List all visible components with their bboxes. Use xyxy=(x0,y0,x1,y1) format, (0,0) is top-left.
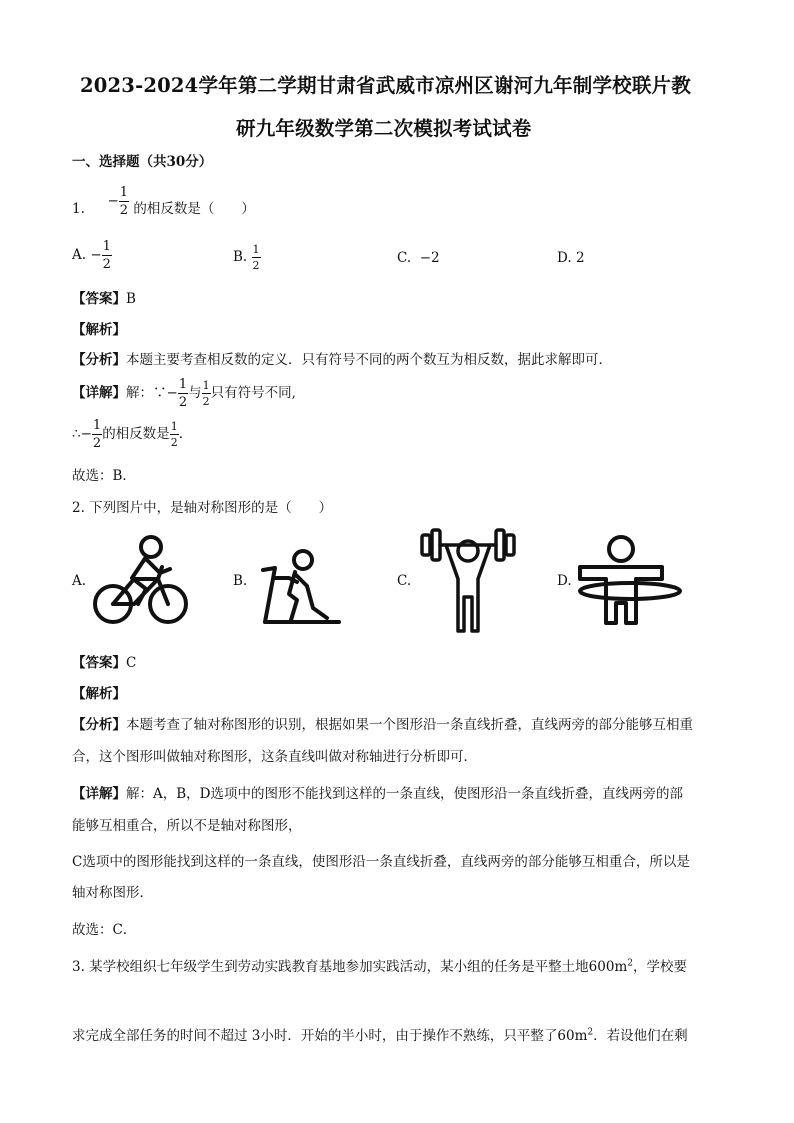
minus-sign: − xyxy=(107,193,119,209)
option-d[interactable]: D. 2 xyxy=(557,250,585,266)
option-a-label[interactable]: A. xyxy=(72,573,87,589)
option-c[interactable]: C. −2 xyxy=(397,250,440,266)
cyclist-icon[interactable] xyxy=(90,533,192,629)
question-1-stem xyxy=(72,186,255,217)
detail-line-2: 能够互相重合，所以不是轴对称图形， xyxy=(72,818,302,834)
analysis-line: 【分析】本题主要考查相反数的定义．只有符号不同的两个数互为相反数，据此求解即可． xyxy=(72,352,612,368)
jiexi-label: 【解析】 xyxy=(72,686,126,702)
option-d-label[interactable]: D. xyxy=(557,573,572,589)
option-b-label[interactable]: B. xyxy=(233,573,248,589)
choice-line: 故选：C． xyxy=(72,922,137,938)
question-2-stem: 2. 下列图片中，是轴对称图形的是（ ） xyxy=(72,500,333,516)
detail-line-4: 轴对称图形． xyxy=(72,885,153,901)
detail-line-1: 【详解】解：A，B，D选项中的图形不能找到这样的一条直线，使图形沿一条直线折叠，直线两旁的部 xyxy=(72,786,683,802)
question-3-line-1: 3. 某学校组织七年级学生到劳动实践教育基地参加实践活动，某小组的任务是平整土地$600m^2$，学校要 xyxy=(72,958,687,975)
answer-line: 【答案】C xyxy=(72,655,137,671)
detail-line: 【详解】解：∵− $\frac{1}{2}$ 与 $\frac{1}{2}$ 只有符号不同, xyxy=(72,377,296,410)
option-c-label[interactable]: C. xyxy=(397,573,412,589)
question-3-line-2: 求完成全部任务的时间不超过 3小时．开始的半小时，由于操作不熟练，只平整了$60m^2$．若设他们在剩 xyxy=(72,1027,688,1044)
section-heading: 一、选择题（共30分） xyxy=(72,154,213,170)
page-title-line1: 2023-2024学年第二学期甘肃省武威市凉州区谢河九年制学校联片教 xyxy=(80,74,691,97)
weightlifter-icon[interactable] xyxy=(418,525,528,635)
choice-line: 故选：B． xyxy=(72,468,136,484)
hula-hoop-icon[interactable] xyxy=(574,533,684,629)
fraction: $\frac{1}{2}$ xyxy=(119,185,129,218)
option-a[interactable]: A. − $\frac{1}{2}$ xyxy=(72,239,111,272)
treadmill-icon[interactable] xyxy=(255,548,345,630)
page-title-line2: 研九年级数学第二次模拟考试试卷 xyxy=(236,117,532,140)
question-number: 1. xyxy=(72,201,85,217)
answer-line: 【答案】B xyxy=(72,291,136,307)
jiexi-label: 【解析】 xyxy=(72,322,126,338)
option-b[interactable]: B. $\frac{1}{2}$ xyxy=(233,243,260,272)
analysis-line-2: 合，这个图形叫做轴对称图形，这条直线叫做对称轴进行分析即可． xyxy=(72,749,477,765)
detail-line-3: C选项中的图形能找到这样的一条直线，使图形沿一条直线折叠，直线两旁的部分能够互相重合，所以是 xyxy=(72,854,690,870)
analysis-line-1: 【分析】本题考查了轴对称图形的识别，根据如果一个图形沿一条直线折叠，直线两旁的部分能够互相重 xyxy=(72,717,693,733)
conclusion-line: ∴− $\frac{1}{2}$ 的相反数是 $\frac{1}{2}$ ． xyxy=(72,418,193,451)
question-text: 的相反数是（ ） xyxy=(133,201,255,217)
